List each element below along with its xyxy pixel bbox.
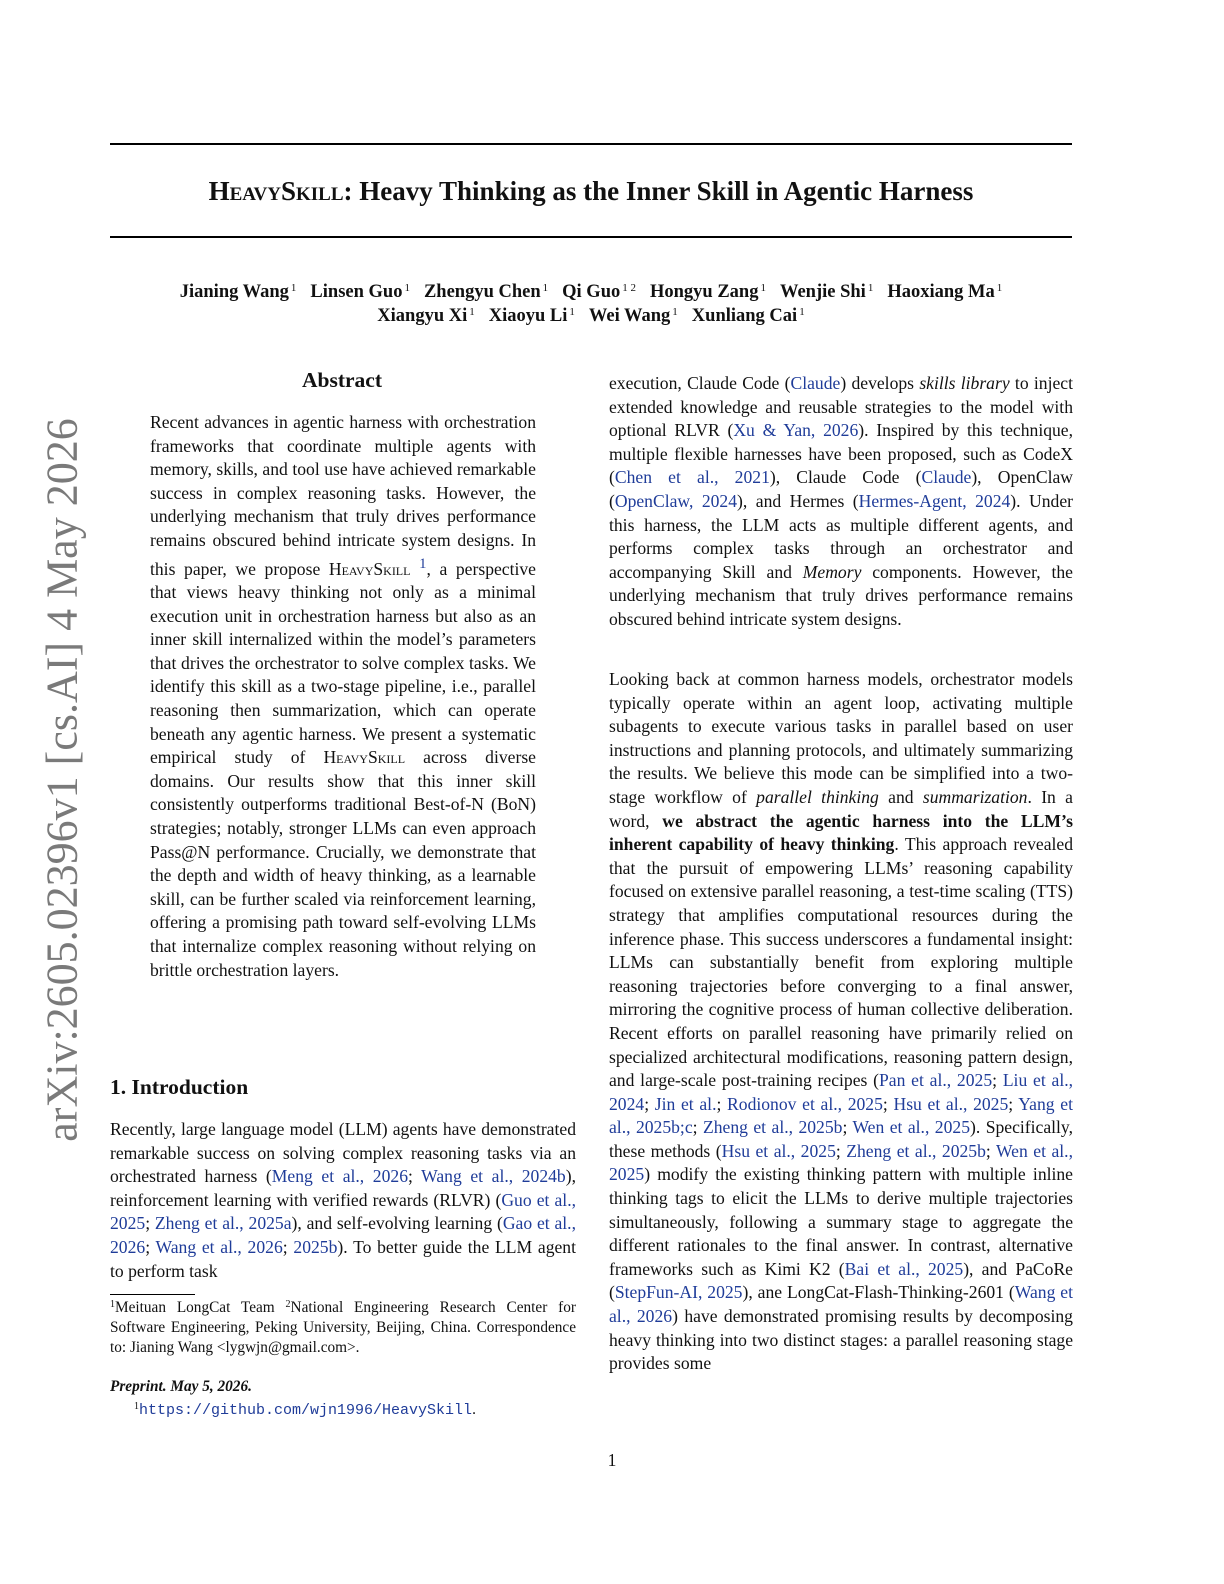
citation-link[interactable]: 2025b bbox=[293, 1236, 338, 1257]
author-name: Hongyu Zang $^1$ bbox=[650, 282, 766, 302]
citation-link[interactable]: Wang et al., 2026 bbox=[609, 1282, 1073, 1327]
citation-link[interactable]: Zheng et al., 2025b bbox=[702, 1117, 843, 1138]
author-affiliation-mark: 1 bbox=[799, 306, 805, 318]
citation-link[interactable]: Hsu et al., 2025 bbox=[893, 1093, 1009, 1114]
citation-link[interactable]: Yang et al., 2025b;c bbox=[609, 1093, 1073, 1138]
right-column-paragraph-1: execution, Claude Code (Claude) develops skills library to inject extended knowledge and reusable strategies to the model with optional RLVR (Xu & Yan, 2026). Inspired by this technique, multiple flexible harnesses have been proposed, such as CodeX (Chen et al., 2021), Claude Code (Claude), OpenClaw (OpenClaw, 2024), and Hermes (Hermes-Agent, 2024). Under this harness, the LLM acts as multiple different agents, and performs complex tasks through an orchestrator and accompanying Skill and Memory components. However, the underlying mechanism that truly drives performance remains obscured behind intricate system designs. bbox=[609, 373, 1074, 629]
citation-link[interactable]: Hermes-Agent, 2024 bbox=[858, 490, 1011, 511]
author-name: Qi Guo $^{1 2}$ bbox=[562, 282, 636, 302]
citation-link[interactable]: Wang et al., 2024b bbox=[421, 1166, 566, 1187]
author-name: Zhengyu Chen $^1$ bbox=[423, 282, 549, 302]
author-affiliation-mark: 1 bbox=[542, 282, 549, 294]
paper-title bbox=[110, 172, 1072, 210]
citation-link[interactable]: Wen et al., 2025 bbox=[852, 1117, 970, 1138]
citation-link[interactable]: Wen et al., 2025 bbox=[609, 1140, 1073, 1185]
abstract-heading: Abstract bbox=[301, 368, 382, 392]
section-heading-introduction: 1. Introduction bbox=[110, 1075, 249, 1099]
citation-link[interactable]: Pan et al., 2025 bbox=[879, 1070, 993, 1091]
author-affiliation-mark: 1 bbox=[404, 282, 410, 294]
citation-link[interactable]: Zheng et al., 2025a bbox=[154, 1213, 292, 1234]
author-affiliation-mark: 1 bbox=[290, 282, 297, 294]
citation-link[interactable]: Wang et al., 2026 bbox=[155, 1236, 283, 1257]
affiliation-footnote: $^1$Meituan LongCat Team $^2$National Engineering Research Center for Software Engineering, Peking University, Beijing, China. Correspondence to: Jianing Wang <lygwjn@gmail.com>. bbox=[110, 1299, 576, 1356]
abstract-body: Recent advances in agentic harness with orchestration frameworks that coordinate multiple agents with memory, skills, and tool use have achieved remarkable success in complex reasoning tasks. However, the underlying mechanism that truly drives performance remains obscured behind intricate system designs. In this paper, we propose HeavySkill $^1$, a perspective that views heavy thinking not only as a minimal execution unit in orchestration harness but also as an inner skill internalized within the model’s parameters that drives the orchestrator to solve complex tasks. We identify this skill as a two-stage pipeline, i.e., parallel reasoning then summarization, which can operate beneath any agentic harness. We present a systematic empirical study of HeavySkill across diverse domains. Our results show that this inner skill consistently outperforms traditional Best-of-N (BoN) strategies; notably, stronger LLMs can even approach Pass@N performance. Crucially, we demonstrate that the depth and width of heavy thinking, as a learnable skill, can be further scaled via reinforcement learning, offering a promising path toward self-evolving LLMs that internalize complex reasoning without relying on brittle orchestration layers. bbox=[150, 412, 536, 980]
citation-link[interactable]: Xu & Yan, 2026 bbox=[733, 420, 859, 441]
author-affiliation-mark: 1 bbox=[672, 306, 678, 318]
citation-link[interactable]: Meng et al., 2026 bbox=[271, 1166, 408, 1187]
preprint-note: Preprint. May 5, 2026. bbox=[110, 1378, 252, 1395]
author-list bbox=[110, 280, 1072, 328]
author-line-2 bbox=[110, 304, 1072, 328]
author-name: Jianing Wang $^1$ bbox=[179, 282, 297, 302]
author-affiliation-mark: 1 bbox=[569, 306, 575, 318]
author-affiliation-mark: 1 bbox=[469, 306, 475, 318]
citation-link[interactable]: Rodionov et al., 2025 bbox=[727, 1093, 883, 1114]
author-affiliation-mark: 1 2 bbox=[622, 282, 636, 294]
citation-link[interactable]: Gao et al., 2026 bbox=[110, 1213, 576, 1257]
arxiv-identifier-stamp: arXiv:2605.02396v1 [cs.AI] 4 May 2026 bbox=[37, 418, 87, 1142]
author-affiliation-mark: 1 bbox=[760, 282, 766, 294]
github-url-link[interactable]: https://github.com/wjn1996/HeavySkill bbox=[139, 1402, 473, 1419]
author-name: Wenjie Shi $^1$ bbox=[779, 282, 874, 302]
author-name: Wei Wang $^1$ bbox=[588, 306, 678, 326]
author-name: Linsen Guo $^1$ bbox=[310, 282, 410, 302]
author-name: Xiangyu Xi $^1$ bbox=[377, 306, 475, 326]
citation-link[interactable]: Liu et al., 2024 bbox=[609, 1070, 1074, 1114]
intro-paragraph: Recently, large language model (LLM) agents have demonstrated remarkable success on solving complex reasoning tasks via an orchestrated harness (Meng et al., 2026; Wang et al., 2024b), reinforcement learning with verified rewards (RLVR) (Guo et al., 2025; Zheng et al., 2025a), and self-evolving learning (Gao et al., 2026; Wang et al., 2026; 2025b). To better guide the LLM agent to perform task bbox=[110, 1119, 576, 1281]
citation-link[interactable]: Bai et al., 2025 bbox=[844, 1258, 964, 1279]
title-rule-top bbox=[110, 143, 1072, 145]
citation-link[interactable]: StepFun-AI, 2025 bbox=[614, 1282, 743, 1303]
author-affiliation-mark: 1 bbox=[867, 282, 874, 294]
page-number: 1 bbox=[607, 1450, 617, 1470]
citation-link[interactable]: Zheng et al., 2025b bbox=[846, 1140, 986, 1161]
author-line-1 bbox=[110, 280, 1072, 304]
author-name: Xunliang Cai $^1$ bbox=[691, 306, 805, 326]
title-rule-bottom bbox=[110, 236, 1072, 238]
footnote-divider bbox=[110, 1294, 195, 1295]
footnote-link[interactable]: 1 bbox=[419, 555, 427, 572]
code-url-footnote: $^1$https://github.com/wjn1996/HeavySkill. bbox=[134, 1401, 476, 1419]
citation-link[interactable]: Hsu et al., 2025 bbox=[721, 1140, 836, 1161]
right-column-paragraph-2: Looking back at common harness models, orchestrator models typically operate within an agent loop, activating multiple subagents to execute various tasks in parallel based on user instructions and planning protocols, and ultimately summarizing the results. We believe this mode can be simplified into a two-stage workflow of parallel thinking and summarization. In a word, we abstract the agentic harness into the LLM’s inherent capability of heavy thinking. This approach revealed that the pursuit of empowering LLMs’ reasoning capability focused on extensive parallel reasoning, a test-time scaling (TTS) strategy that amplifies computational resources during the inference phase. This success underscores a fundamental insight: LLMs can substantially benefit from exploring multiple reasoning trajectories before converging to a final answer, mirroring the cognitive process of human collective deliberation. Recent efforts on parallel reasoning have primarily relied on specialized architectural modifications, reasoning pattern design, and large-scale post-training recipes (Pan et al., 2025; Liu et al., 2024; Jin et al.; Rodionov et al., 2025; Hsu et al., 2025; Yang et al., 2025b;c; Zheng et al., 2025b; Wen et al., 2025). Specifically, these methods (Hsu et al., 2025; Zheng et al., 2025b; Wen et al., 2025) modify the existing thinking pattern with multiple inline thinking tags to elicit the LLMs to derive multiple trajectories simultaneously, following a summary stage to aggregate the different rationales to the final answer. In contrast, alternative frameworks such as Kimi K2 (Bai et al., 2025), and PaCoRe (StepFun-AI, 2025), ane LongCat-Flash-Thinking-2601 (Wang et al., 2026) have demonstrated promising results by decomposing heavy thinking into two distinct stages: a parallel reasoning stage provides some bbox=[609, 669, 1074, 1374]
citation-link[interactable]: Claude bbox=[790, 373, 841, 393]
citation-link[interactable]: Claude bbox=[921, 467, 972, 488]
citation-link[interactable]: Chen et al., 2021 bbox=[614, 467, 770, 488]
author-affiliation-mark: 1 bbox=[996, 282, 1003, 294]
citation-link[interactable]: OpenClaw, 2024 bbox=[614, 490, 738, 511]
citation-link[interactable]: Guo et al., 2025 bbox=[110, 1189, 576, 1234]
citation-link[interactable]: Jin et al. bbox=[654, 1093, 717, 1114]
title-system-name: HeavySkill bbox=[208, 176, 344, 206]
title-rest: : Heavy Thinking as the Inner Skill in Agentic Harness bbox=[343, 176, 974, 206]
author-name: Haoxiang Ma $^1$ bbox=[887, 282, 1003, 302]
author-name: Xiaoyu Li $^1$ bbox=[488, 306, 575, 326]
